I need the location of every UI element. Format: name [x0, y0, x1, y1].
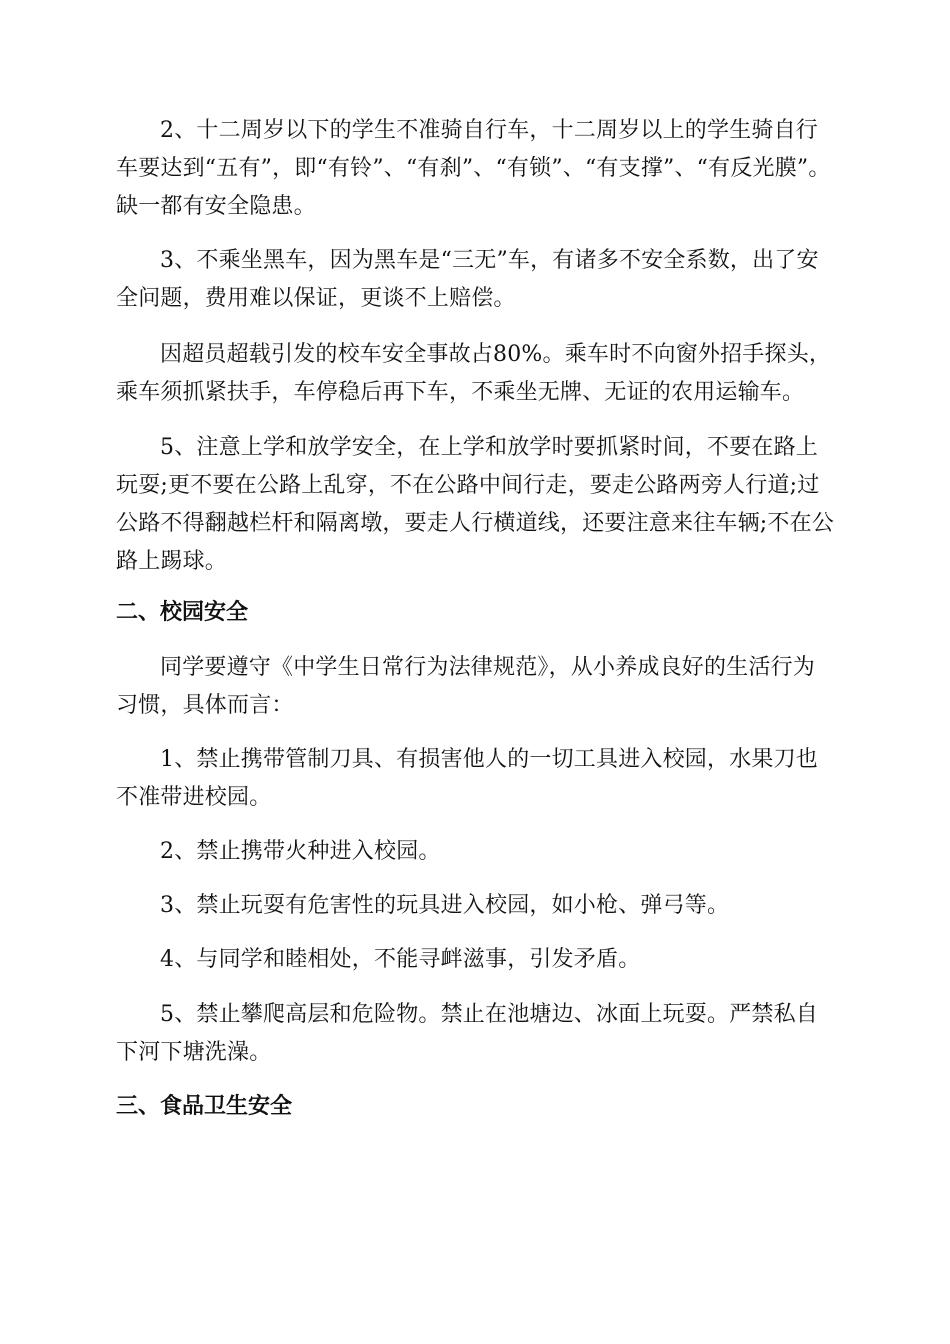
paragraph-campus-rule-1: 1、禁止携带管制刀具、有损害他人的一切工具进入校园，水果刀也不准带进校园。: [116, 747, 818, 810]
paragraph-commute-safety: 5、注意上学和放学安全，在上学和放学时要抓紧时间，不要在路上玩耍;更不要在公路上乱穿，不在公路中间行走，要走公路两旁人行道;过公路不得翻越栏杆和隔离墩，要走人行横道线，还要注意来往车辆;不在公路上踢球。: [116, 435, 835, 574]
paragraph-black-car: 3、不乘坐黑车，因为黑车是“三无”车，有诸多不安全系数，出了安全问题，费用难以保证，更谈不上赔偿。: [116, 248, 819, 311]
paragraph-school-bus: 因超员超载引发的校车安全事故占80%。乘车时不向窗外招手探头，乘车须抓紧扶手，车停稳后再下车，不乘坐无牌、无证的农用运输车。: [116, 342, 832, 405]
section-heading-campus-safety: 二、校园安全: [116, 600, 249, 625]
section-heading-food-safety: 三、食品卫生安全: [116, 1094, 293, 1119]
paragraph-campus-intro: 同学要遵守《中学生日常行为法律规范》，从小养成良好的生活行为习惯，具体而言：: [116, 655, 816, 718]
paragraph-campus-rule-3: 3、禁止玩耍有危害性的玩具进入校园，如小枪、弹弓等。: [160, 893, 730, 918]
paragraph-bicycle-rules: 2、十二周岁以下的学生不准骑自行车，十二周岁以上的学生骑自行车要达到“五有”，即“有铃”、“有刹”、“有锁”、“有支撑”、“有反光膜”。缺一都有安全隐患。: [116, 118, 831, 219]
paragraph-campus-rule-2: 2、禁止携带火种进入校园。: [160, 839, 441, 864]
paragraph-campus-rule-5: 5、禁止攀爬高层和危险物。禁止在池塘边、冰面上玩耍。严禁私自下河下塘洗澡。: [116, 1002, 818, 1065]
paragraph-campus-rule-4: 4、与同学和睦相处，不能寻衅滋事，引发矛盾。: [160, 947, 641, 972]
